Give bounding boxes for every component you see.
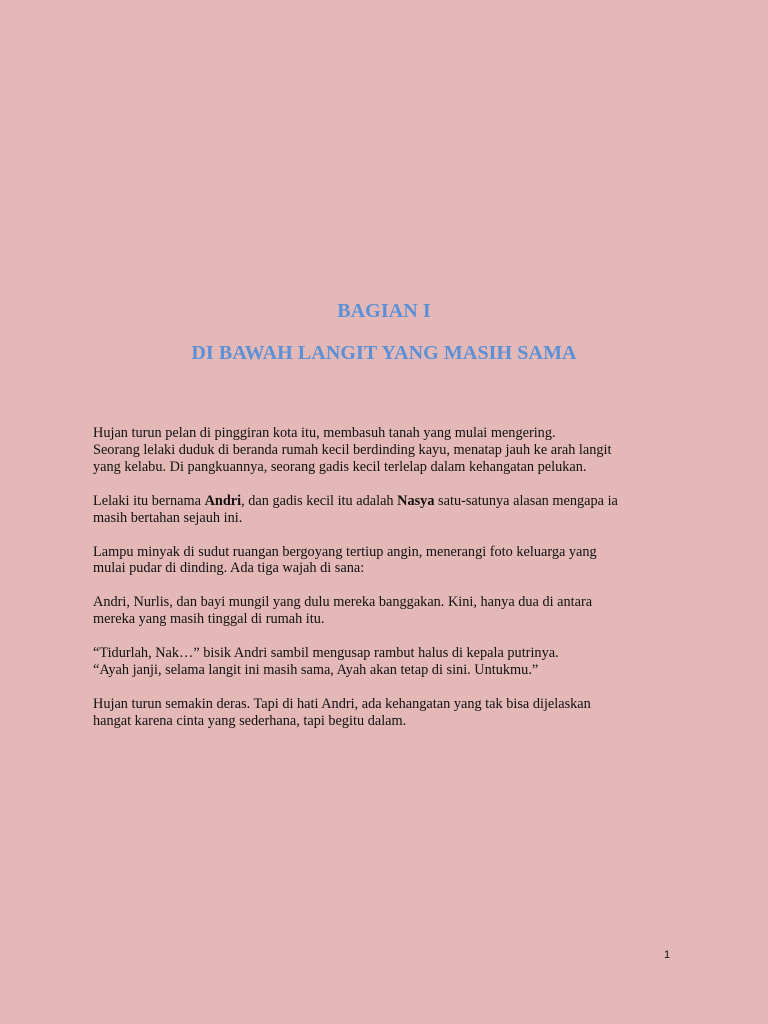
paragraph-line: “Ayah janji, selama langit ini masih sama, Ayah akan tetap di sini. Untukmu.” (93, 662, 539, 679)
paragraph-line: Lampu minyak di sudut ruangan bergoyang tertiup angin, menerangi foto keluarga yang (93, 543, 597, 560)
paragraph-line: masih bertahan sejauh ini. (93, 509, 243, 526)
text-run: , dan gadis kecil itu adalah (241, 492, 398, 509)
paragraph-1 (93, 425, 693, 476)
paragraph-line: mereka yang masih tinggal di rumah itu. (93, 611, 325, 628)
paragraph-2 (93, 493, 693, 527)
paragraph-line: yang kelabu. Di pangkuannya, seorang gadis kecil terlelap dalam kehangatan pelukan. (93, 458, 587, 475)
text-run: satu-satunya alasan mengapa ia (434, 492, 618, 509)
paragraph-6 (93, 696, 693, 730)
character-name-andri: Andri (204, 492, 242, 509)
paragraph-4 (93, 594, 693, 628)
paragraph-line: Hujan turun pelan di pinggiran kota itu, membasuh tanah yang mulai mengering. (93, 425, 556, 441)
paragraph-5 (93, 645, 693, 679)
chapter-title: DI BAWAH LANGIT YANG MASIH SAMA (191, 342, 577, 364)
chapter-number: BAGIAN I (337, 300, 431, 322)
paragraph-line (93, 493, 693, 510)
paragraph-line: mulai pudar di dinding. Ada tiga wajah di sana: (93, 560, 365, 577)
paragraph-line: Seorang lelaki duduk di beranda rumah kecil berdinding kayu, menatap jauh ke arah langit (93, 441, 612, 458)
story-body (93, 425, 693, 747)
text-run: Lelaki itu bernama (93, 492, 205, 509)
paragraph-line: “Tidurlah, Nak…” bisik Andri sambil mengusap rambut halus di kepala putrinya. (93, 645, 559, 662)
paragraph-line: Andri, Nurlis, dan bayi mungil yang dulu mereka banggakan. Kini, hanya dua di antara (93, 594, 593, 611)
paragraph-3 (93, 544, 693, 578)
page-number: 1 (664, 949, 671, 961)
character-name-nasya: Nasya (397, 492, 435, 509)
paragraph-line: hangat karena cinta yang sederhana, tapi begitu dalam. (93, 712, 407, 729)
paragraph-line: Hujan turun semakin deras. Tapi di hati Andri, ada kehangatan yang tak bisa dijelaskan (93, 695, 591, 712)
